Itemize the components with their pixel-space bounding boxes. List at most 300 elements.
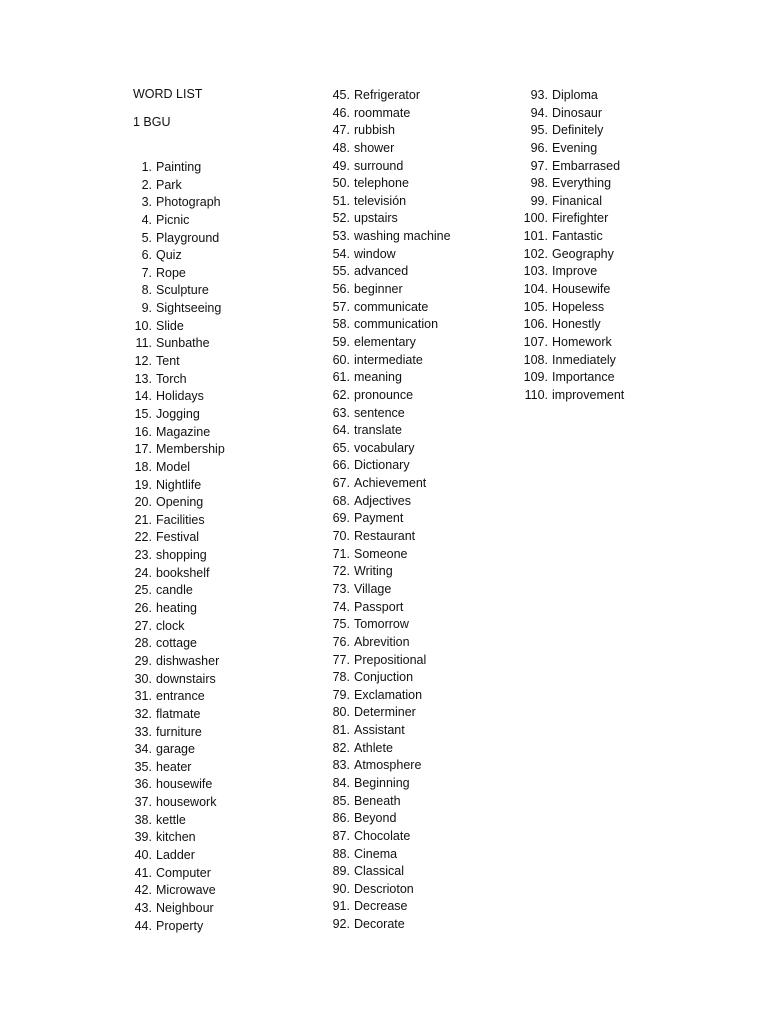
word-list-item (308, 881, 451, 899)
item-word: Neighbour (156, 900, 214, 915)
item-number: 7. (141, 265, 152, 280)
item-word: Torch (156, 371, 187, 386)
item-number: 1. (141, 160, 152, 174)
item-number: 30. (134, 671, 152, 686)
word-list-item (308, 916, 451, 934)
item-word: housework (156, 795, 217, 810)
word-list-item (110, 477, 225, 495)
word-list-item (110, 230, 225, 248)
word-list-item (308, 669, 451, 687)
item-word: Rope (156, 265, 186, 280)
item-number: 38. (134, 812, 152, 827)
word-list-item (110, 847, 225, 865)
word-list-item (506, 158, 624, 176)
item-number: 98. (530, 176, 548, 191)
item-word: Evening (552, 140, 598, 155)
word-list-item (308, 334, 451, 352)
word-list-item (308, 652, 451, 670)
word-list-item (110, 512, 225, 530)
item-number: 77. (332, 652, 350, 667)
item-word: Nightlife (156, 477, 202, 492)
word-list-item (308, 581, 451, 599)
word-list-item (110, 388, 225, 406)
item-word: Sightseeing (156, 301, 222, 316)
item-word: Improve (552, 264, 598, 279)
item-number: 66. (332, 458, 350, 473)
item-word: Picnic (156, 212, 190, 227)
item-number: 28. (134, 636, 152, 651)
item-number: 88. (332, 846, 350, 861)
word-list-item (110, 282, 225, 300)
item-word: Ladder (156, 847, 195, 862)
item-word: Property (156, 918, 204, 933)
item-word: Village (354, 581, 392, 596)
item-number: 33. (134, 724, 152, 739)
item-word: dishwasher (156, 653, 220, 668)
item-number: 85. (332, 793, 350, 808)
item-number: 21. (134, 512, 152, 527)
item-word: Classical (354, 864, 405, 879)
word-list-item (308, 387, 451, 405)
item-word: Playground (156, 230, 220, 245)
item-number: 76. (332, 634, 350, 649)
word-list-column-3 (506, 87, 624, 405)
item-word: Payment (354, 511, 404, 526)
word-list-item (308, 210, 451, 228)
item-number: 63. (332, 405, 350, 420)
item-word: Adjectives (354, 493, 411, 508)
word-list-item (506, 228, 624, 246)
word-list-item (110, 688, 225, 706)
item-word: translate (354, 423, 402, 438)
item-word: candle (156, 583, 193, 598)
item-word: kitchen (156, 830, 196, 845)
item-number: 87. (332, 828, 350, 843)
word-list-item (110, 335, 225, 353)
item-number: 74. (332, 599, 350, 614)
item-number: 53. (332, 229, 350, 244)
item-number: 22. (134, 530, 152, 545)
item-word: Sculpture (156, 283, 209, 298)
item-word: Tomorrow (354, 617, 409, 632)
word-list-item (308, 863, 451, 881)
word-list-item (308, 475, 451, 493)
word-list-item (308, 740, 451, 758)
word-list-item (110, 212, 225, 230)
word-list-item (308, 369, 451, 387)
word-list-item (110, 829, 225, 847)
word-list-item (506, 175, 624, 193)
item-number: 32. (134, 706, 152, 721)
item-number: 42. (134, 883, 152, 898)
word-list-item (308, 281, 451, 299)
item-word: Prepositional (354, 652, 427, 667)
word-list-item (308, 246, 451, 264)
item-word: improvement (552, 387, 625, 402)
item-number: 105. (523, 299, 548, 314)
item-number: 86. (332, 811, 350, 826)
item-word: Membership (156, 442, 225, 457)
item-number: 62. (332, 387, 350, 402)
word-list-item (308, 599, 451, 617)
item-number: 37. (134, 795, 152, 810)
item-number: 10. (134, 318, 152, 333)
item-number: 11. (135, 336, 152, 351)
word-list-item (308, 528, 451, 546)
word-list-item (110, 918, 225, 936)
word-list-item (110, 159, 225, 177)
item-number: 93. (530, 88, 548, 102)
item-word: Computer (156, 865, 211, 880)
item-word: heating (156, 601, 198, 616)
item-number: 68. (332, 493, 350, 508)
item-word: Model (156, 459, 191, 474)
item-word: clock (156, 618, 185, 633)
word-list-item (308, 299, 451, 317)
item-number: 14. (134, 389, 152, 404)
item-number: 75. (332, 617, 350, 632)
item-word: downstairs (156, 671, 216, 686)
item-word: communicate (354, 299, 429, 314)
word-list-item (308, 793, 451, 811)
word-list-item (308, 846, 451, 864)
item-number: 71. (332, 546, 350, 561)
item-number: 17. (134, 442, 152, 457)
item-number: 73. (332, 581, 350, 596)
item-word: beginner (354, 282, 403, 297)
word-list-item (308, 687, 451, 705)
word-list-item (506, 334, 624, 352)
item-word: Passport (354, 599, 404, 614)
word-list-item (308, 757, 451, 775)
word-list-item (110, 671, 225, 689)
item-number: 57. (332, 299, 350, 314)
item-word: meaning (354, 370, 402, 385)
item-word: advanced (354, 264, 409, 279)
word-list-item (308, 722, 451, 740)
item-word: Conjuction (354, 670, 414, 685)
item-number: 107. (523, 334, 548, 349)
item-word: Exclamation (354, 687, 423, 702)
item-word: Writing (354, 564, 393, 579)
item-word: Honestly (552, 317, 601, 332)
item-number: 96. (530, 140, 548, 155)
item-number: 99. (530, 193, 548, 208)
word-list-item (110, 794, 225, 812)
item-word: Photograph (156, 195, 221, 210)
item-word: Facilities (156, 512, 205, 527)
word-list-item (308, 263, 451, 281)
item-number: 16. (134, 424, 152, 439)
item-word: Slide (156, 318, 184, 333)
word-list-column-2 (308, 87, 451, 934)
item-number: 27. (134, 618, 152, 633)
item-number: 89. (332, 864, 350, 879)
word-list-item (110, 882, 225, 900)
item-number: 24. (134, 565, 152, 580)
item-word: Holidays (156, 389, 204, 404)
item-word: Refrigerator (354, 88, 420, 102)
item-number: 82. (332, 740, 350, 755)
word-list-item (110, 265, 225, 283)
item-word: surround (354, 158, 404, 173)
item-number: 19. (134, 477, 152, 492)
word-list-item (308, 457, 451, 475)
item-number: 31. (134, 689, 152, 704)
word-list-item (308, 158, 451, 176)
word-list-item (308, 634, 451, 652)
word-list-item (506, 87, 624, 105)
item-number: 45. (332, 88, 350, 102)
document-title: WORD LIST (133, 87, 203, 101)
item-word: Hopeless (552, 299, 605, 314)
item-word: Decorate (354, 917, 405, 932)
item-word: vocabulary (354, 440, 415, 455)
item-number: 90. (332, 881, 350, 896)
item-number: 58. (332, 317, 350, 332)
item-number: 13. (134, 371, 152, 386)
item-word: Quiz (156, 248, 182, 263)
item-word: Chocolate (354, 828, 411, 843)
word-list-item (110, 547, 225, 565)
item-word: shopping (156, 548, 207, 563)
item-number: 109. (523, 370, 548, 385)
word-list-item (308, 175, 451, 193)
word-list-item (506, 210, 624, 228)
item-word: roommate (354, 105, 411, 120)
item-number: 70. (332, 529, 350, 544)
item-number: 60. (332, 352, 350, 367)
item-word: Finanical (552, 193, 603, 208)
item-number: 51. (332, 193, 350, 208)
item-number: 92. (332, 917, 350, 932)
item-word: Abrevition (354, 634, 410, 649)
word-list-item (110, 459, 225, 477)
item-word: Park (156, 177, 182, 192)
word-list-item (308, 193, 451, 211)
item-word: Dictionary (354, 458, 410, 473)
item-number: 61. (332, 370, 350, 385)
word-list-item (506, 105, 624, 123)
word-list-item (110, 618, 225, 636)
item-word: garage (156, 742, 195, 757)
item-word: Microwave (156, 883, 216, 898)
item-number: 5. (141, 230, 152, 245)
item-number: 103. (523, 264, 548, 279)
item-word: Opening (156, 495, 204, 510)
item-word: Athlete (354, 740, 393, 755)
item-number: 43. (134, 900, 152, 915)
item-number: 50. (332, 176, 350, 191)
item-word: Jogging (156, 406, 200, 421)
word-list-item (110, 177, 225, 195)
word-list-item (110, 724, 225, 742)
word-list-item (110, 565, 225, 583)
item-number: 101. (523, 229, 548, 244)
word-list-item (110, 582, 225, 600)
word-list-item (506, 299, 624, 317)
word-list-item (308, 440, 451, 458)
item-word: housewife (156, 777, 213, 792)
word-list-item (308, 105, 451, 123)
item-number: 46. (332, 105, 350, 120)
word-list-item (308, 828, 451, 846)
item-number: 72. (332, 564, 350, 579)
word-list-item (506, 140, 624, 158)
word-list-item (110, 424, 225, 442)
item-number: 69. (332, 511, 350, 526)
word-list-item (110, 776, 225, 794)
item-number: 104. (523, 282, 548, 297)
item-word: Dinosaur (552, 105, 603, 120)
item-number: 6. (141, 248, 152, 263)
item-word: Cinema (354, 846, 398, 861)
item-number: 49. (332, 158, 350, 173)
item-number: 29. (134, 653, 152, 668)
item-word: Definitely (552, 123, 604, 138)
item-number: 59. (332, 334, 350, 349)
word-list-item (110, 741, 225, 759)
word-list-item (110, 865, 225, 883)
word-list-item (110, 247, 225, 265)
word-list-item (110, 300, 225, 318)
item-word: Inmediately (552, 352, 616, 367)
item-number: 56. (332, 282, 350, 297)
item-number: 94. (530, 105, 548, 120)
item-number: 20. (134, 495, 152, 510)
item-number: 78. (332, 670, 350, 685)
word-list-item (308, 422, 451, 440)
item-number: 9. (141, 301, 152, 316)
word-list-item (506, 387, 624, 405)
word-list-item (308, 405, 451, 423)
item-word: Beginning (354, 775, 410, 790)
item-word: pronounce (354, 387, 414, 402)
item-number: 52. (332, 211, 350, 226)
item-word: Achievement (354, 476, 427, 491)
item-number: 108. (523, 352, 548, 367)
item-word: Painting (156, 160, 202, 174)
item-word: Magazine (156, 424, 211, 439)
word-list-item (506, 263, 624, 281)
item-word: shower (354, 140, 395, 155)
word-list-item (308, 898, 451, 916)
item-word: Assistant (354, 723, 405, 738)
item-word: Tent (156, 354, 180, 369)
item-word: cottage (156, 636, 198, 651)
item-number: 35. (134, 759, 152, 774)
item-word: Homework (552, 334, 612, 349)
item-word: Firefighter (552, 211, 609, 226)
word-list-item (308, 493, 451, 511)
word-list-item (110, 318, 225, 336)
item-word: Housewife (552, 282, 611, 297)
item-number: 83. (332, 758, 350, 773)
word-list-item (110, 353, 225, 371)
word-list-column-1 (110, 159, 225, 935)
item-word: communication (354, 317, 439, 332)
word-list-item (308, 810, 451, 828)
item-word: window (354, 246, 396, 261)
item-number: 84. (332, 775, 350, 790)
item-word: Diploma (552, 88, 598, 102)
item-word: Someone (354, 546, 408, 561)
item-word: Everything (552, 176, 612, 191)
item-word: Determiner (354, 705, 416, 720)
item-number: 64. (332, 423, 350, 438)
item-number: 48. (332, 140, 350, 155)
item-number: 47. (332, 123, 350, 138)
word-list-item (506, 316, 624, 334)
item-number: 23. (134, 548, 152, 563)
item-number: 34. (134, 742, 152, 757)
word-list-item (506, 281, 624, 299)
item-word: washing machine (354, 229, 451, 244)
word-list-item (110, 371, 225, 389)
item-word: entrance (156, 689, 205, 704)
word-list-item (308, 87, 451, 105)
item-word: furniture (156, 724, 202, 739)
word-list-item (110, 900, 225, 918)
word-list-item (506, 352, 624, 370)
word-list-item (110, 759, 225, 777)
word-list-item (110, 494, 225, 512)
word-list-item (308, 140, 451, 158)
item-number: 8. (141, 283, 152, 298)
item-number: 91. (332, 899, 350, 914)
item-word: Sunbathe (156, 336, 210, 351)
word-list-item (308, 510, 451, 528)
item-number: 80. (332, 705, 350, 720)
item-number: 2. (141, 177, 152, 192)
word-list-item (506, 369, 624, 387)
item-word: intermediate (354, 352, 423, 367)
item-number: 102. (523, 246, 548, 261)
word-list-item (110, 406, 225, 424)
item-word: Geography (552, 246, 614, 261)
item-word: Fantastic (552, 229, 603, 244)
item-word: kettle (156, 812, 186, 827)
item-number: 54. (332, 246, 350, 261)
item-number: 18. (134, 459, 152, 474)
word-list-item (308, 316, 451, 334)
item-word: sentence (354, 405, 405, 420)
item-word: elementary (354, 334, 416, 349)
word-list-item (506, 193, 624, 211)
word-list-item (110, 635, 225, 653)
word-list-item (308, 704, 451, 722)
item-number: 40. (134, 847, 152, 862)
item-word: Decrease (354, 899, 408, 914)
item-number: 110. (524, 387, 548, 402)
item-word: Restaurant (354, 529, 416, 544)
item-number: 12. (134, 354, 152, 369)
item-word: Festival (156, 530, 200, 545)
item-word: Atmosphere (354, 758, 422, 773)
word-list-item (110, 812, 225, 830)
word-list-item (506, 122, 624, 140)
word-list-item (308, 616, 451, 634)
item-number: 15. (134, 406, 152, 421)
item-word: heater (156, 759, 192, 774)
item-number: 95. (530, 123, 548, 138)
item-word: Importance (552, 370, 615, 385)
item-number: 67. (332, 476, 350, 491)
item-number: 79. (332, 687, 350, 702)
word-list-item (110, 529, 225, 547)
item-word: upstairs (354, 211, 398, 226)
item-word: Embarrased (552, 158, 621, 173)
